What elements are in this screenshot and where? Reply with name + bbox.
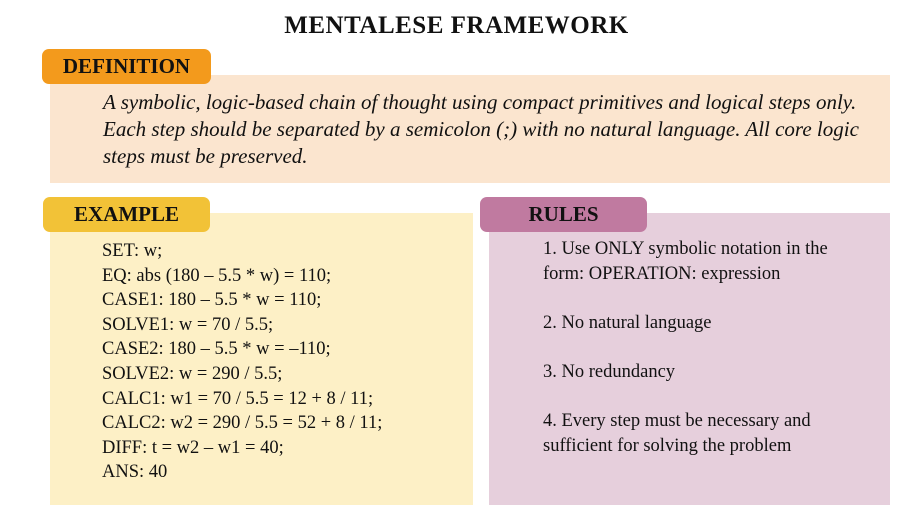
example-line: SET: w; xyxy=(102,241,163,261)
page-title: MENTALESE FRAMEWORK xyxy=(284,12,629,39)
rules-label: RULES xyxy=(480,197,647,232)
example-line: CALC1: w1 = 70 / 5.5 = 12 + 8 / 11; xyxy=(102,388,374,409)
example-line: CASE2: 180 – 5.5 * w = –110; xyxy=(102,339,331,360)
example-line: SOLVE1: w = 70 / 5.5; xyxy=(102,314,274,335)
rule-item-4: 4. Every step must be necessary and sufficient for solving the problem xyxy=(543,411,811,456)
rule-item-2: 2. No natural language xyxy=(543,313,712,333)
example-line: SOLVE2: w = 290 / 5.5; xyxy=(102,363,283,384)
definition-label: DEFINITION xyxy=(42,49,211,84)
definition-text: A symbolic, logic-based chain of thought using compact primitives and logical steps only. Each step should be separated by a semicolon (;) with no natural language. All core logic steps must be preserved. xyxy=(103,90,859,168)
example-line: ANS: 40 xyxy=(102,462,168,483)
rule-item-1: 1. Use ONLY symbolic notation in the form: OPERATION: expression xyxy=(543,239,828,284)
example-line: CASE1: 180 – 5.5 * w = 110; xyxy=(102,290,322,311)
example-line: CALC2: w2 = 290 / 5.5 = 52 + 8 / 11; xyxy=(102,413,383,434)
rule-item-3: 3. No redundancy xyxy=(543,362,676,382)
example-label: EXAMPLE xyxy=(43,197,210,232)
example-line: DIFF: t = w2 – w1 = 40; xyxy=(102,437,284,458)
example-line: EQ: abs (180 – 5.5 * w) = 110; xyxy=(102,265,332,286)
example-lines xyxy=(102,239,382,485)
